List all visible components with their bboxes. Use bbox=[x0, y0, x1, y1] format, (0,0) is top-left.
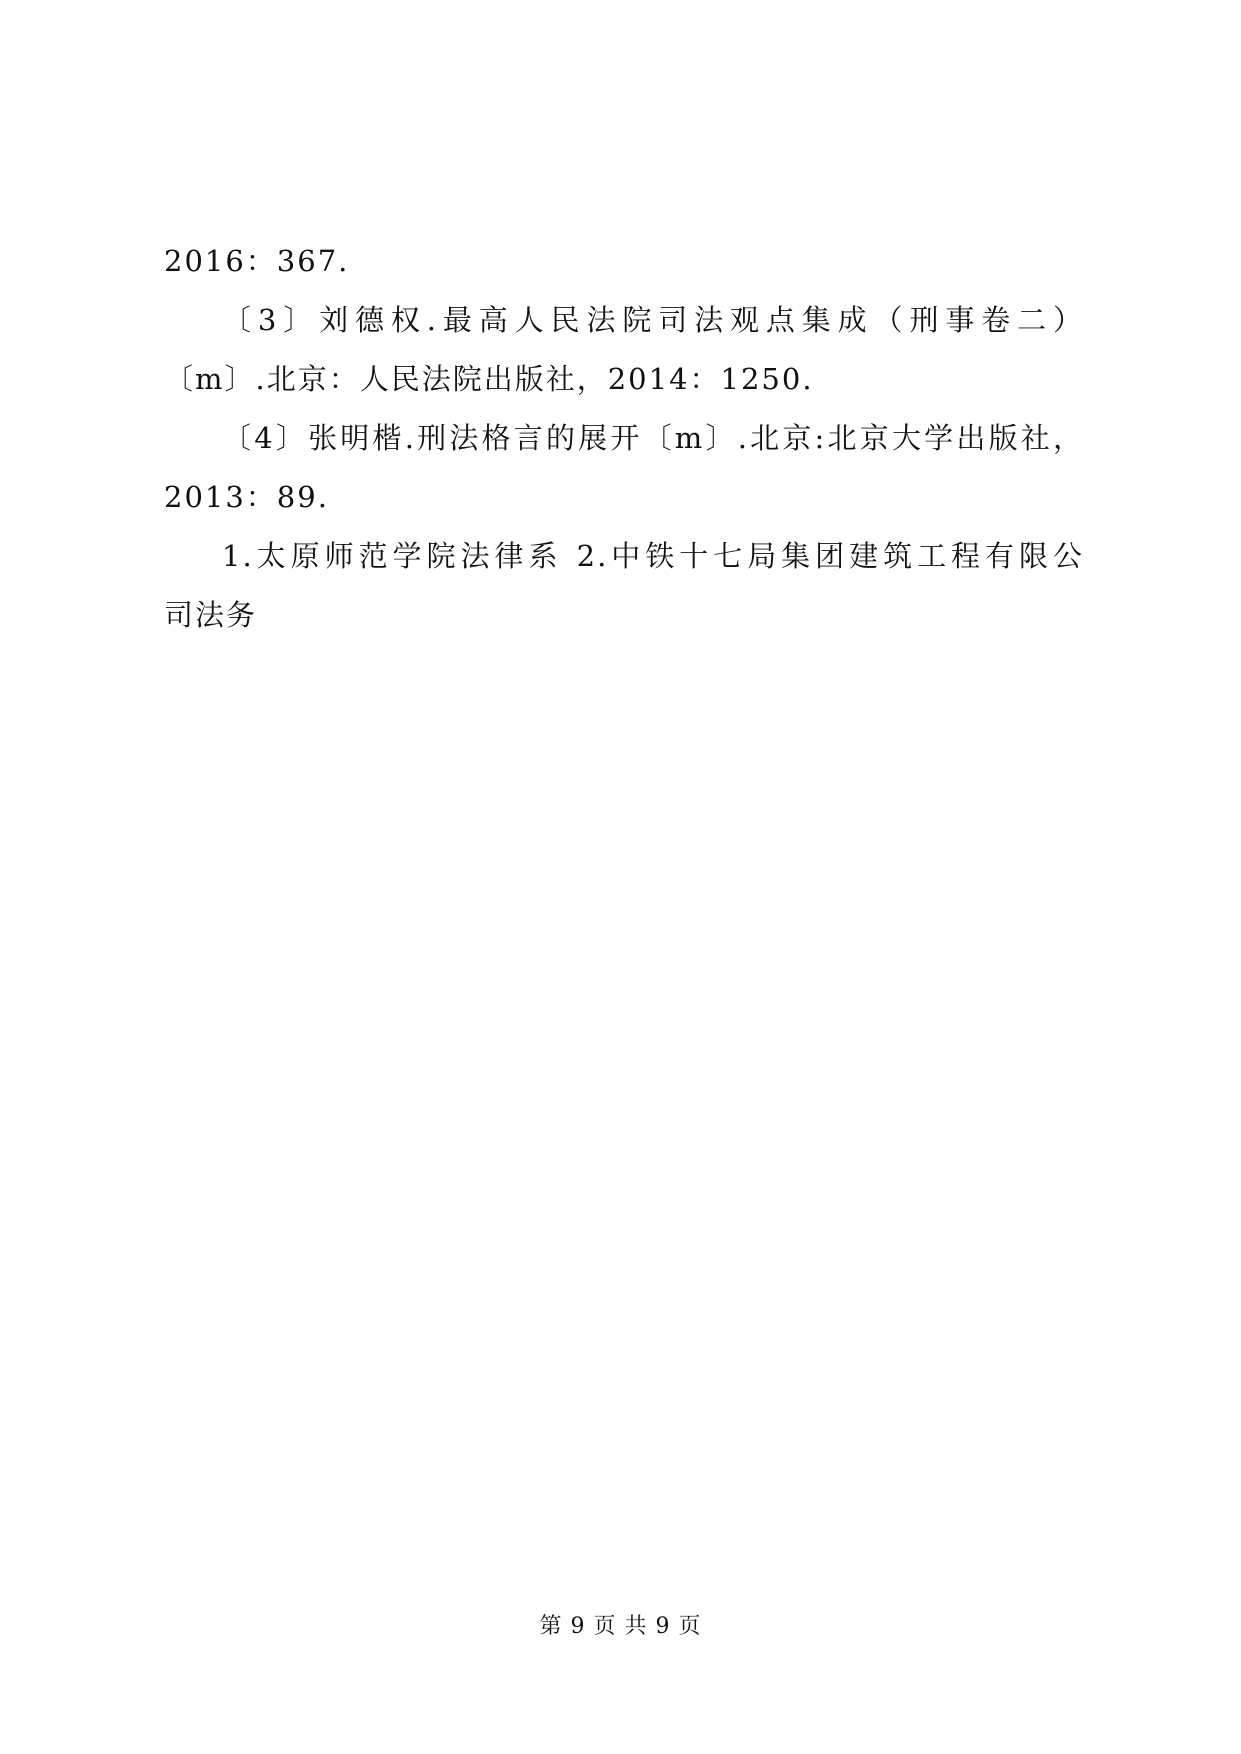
page-footer bbox=[0, 1612, 1241, 1642]
reference-item-4: 〔4〕张明楷.刑法格言的展开〔m〕.北京:北京大学出版社， bbox=[222, 421, 1084, 455]
text-line: 2013：89. bbox=[164, 480, 329, 514]
text-line: 司法务 bbox=[164, 598, 258, 632]
footer-spacer bbox=[617, 1614, 625, 1639]
document-body bbox=[164, 232, 1084, 645]
text-line: 2016：367. bbox=[164, 244, 350, 278]
text-line: 〔m〕.北京：人民法院出版社，2014：1250. bbox=[164, 362, 814, 396]
page-total: 共 9 页 bbox=[624, 1614, 702, 1639]
author-affiliation: 1.太原师范学院法律系 2.中铁十七局集团建筑工程有限公 bbox=[222, 539, 1084, 573]
reference-item-3: 〔3〕刘德权.最高人民法院司法观点集成（刑事卷二） bbox=[222, 303, 1084, 337]
page-number: 第 9 页 bbox=[539, 1614, 617, 1639]
